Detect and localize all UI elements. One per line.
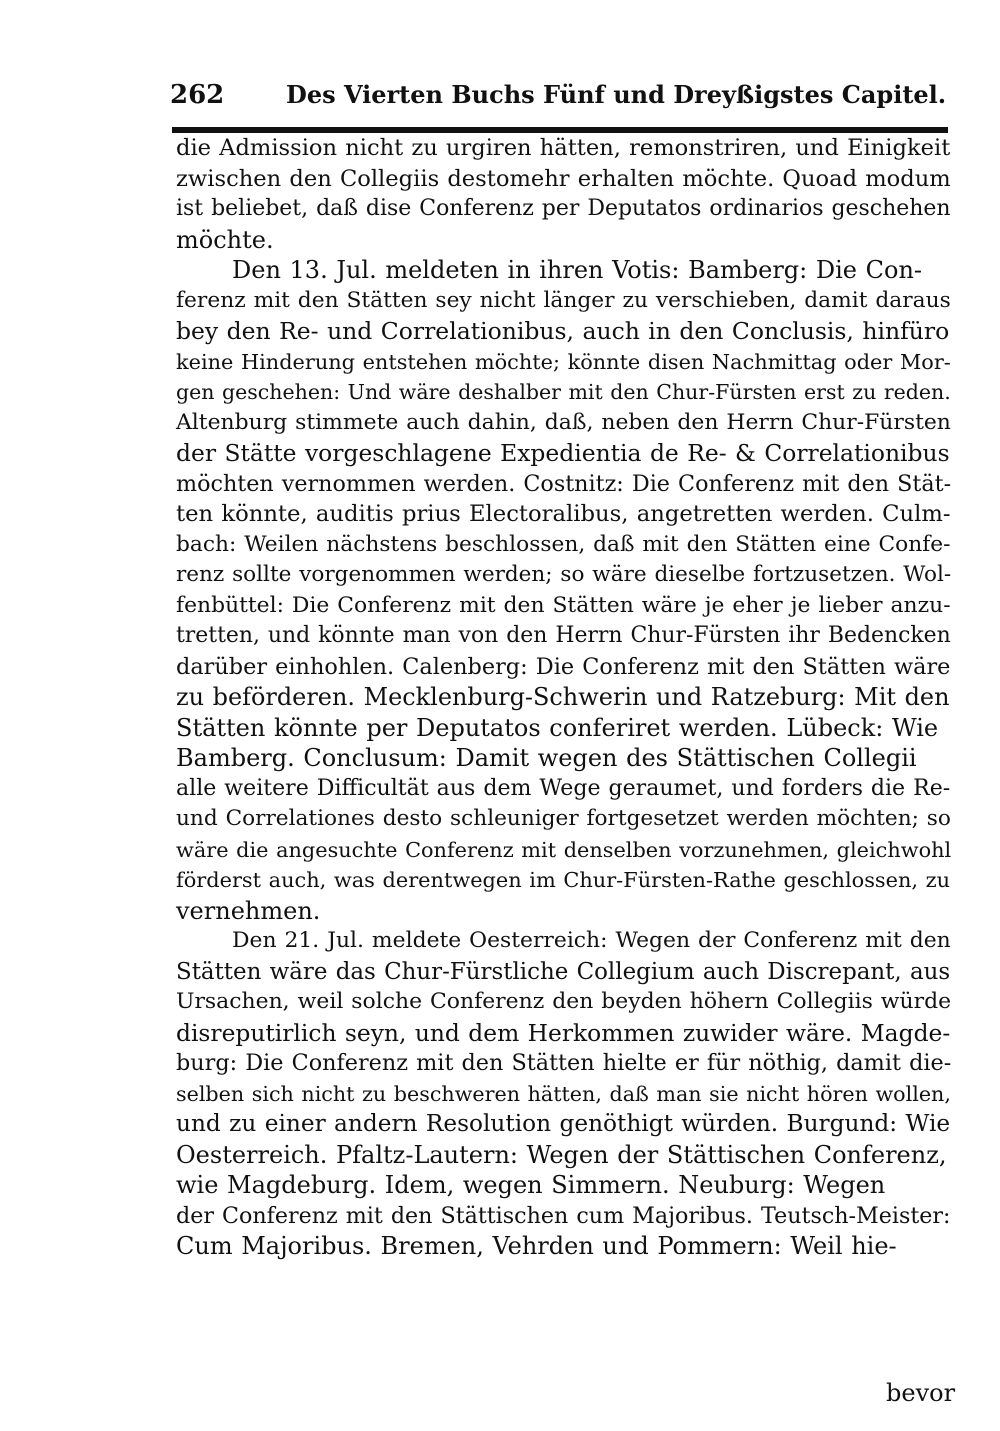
text-line: bach: Weilen nächstens beschlossen, daß mit den Stätten eine Confe- xyxy=(176,531,951,557)
text-line: förderst auch, was derentwegen im Chur-Fürsten-Rathe geschlossen, zu xyxy=(176,868,951,892)
text-line: ist beliebet, daß dise Conferenz per Deputatos ordinarios geschehen xyxy=(176,196,951,221)
text-line: ten könnte, auditis prius Electoralibus, angetretten werden. Culm- xyxy=(176,501,951,527)
text-line: und zu einer andern Resolution genöthigt würden. Burgund: Wie xyxy=(176,1110,951,1137)
text-line: wie Magdeburg. Idem, wegen Simmern. Neuburg: Wegen xyxy=(176,1171,886,1199)
text-line: zwischen den Collegiis destomehr erhalten möchte. Quoad modum xyxy=(176,165,951,192)
text-line: darüber einhohlen. Calenberg: Die Conferenz mit den Stätten wäre xyxy=(176,653,951,680)
text-line: gen geschehen: Und wäre deshalber mit den Chur-Fürsten erst zu reden. xyxy=(176,380,951,404)
text-line: Stätten könnte per Deputatos conferiret werden. Lübeck: Wie xyxy=(176,713,939,742)
text-line: der Stätte vorgeschlagene Expedientia de Re- & Correlationibus xyxy=(176,439,950,467)
body-text xyxy=(176,133,956,1383)
page-header xyxy=(170,72,950,116)
text-line: zu beförderen. Mecklenburg-Schwerin und Ratzeburg: Mit den xyxy=(176,683,950,711)
text-line: Bamberg. Conclusum: Damit wegen des Stättischen Collegii xyxy=(176,744,917,772)
text-line: Oesterreich. Pfaltz-Lautern: Wegen der Stättischen Conferenz, xyxy=(176,1140,947,1169)
text-line: burg: Die Conferenz mit den Stätten hielte er für nöthig, damit die- xyxy=(176,1050,952,1076)
text-line: selben sich nicht zu beschweren hätten, daß man sie nicht hören wollen, xyxy=(176,1081,951,1106)
page-number: 262 xyxy=(170,80,225,110)
text-line: möchten vernommen werden. Costnitz: Die Conferenz mit den Stät- xyxy=(176,470,952,497)
text-line: Stätten wäre das Chur-Fürstliche Collegium auch Discrepant, aus xyxy=(176,958,951,985)
running-title: Des Vierten Buchs Fünf und Dreyßigstes Capitel. xyxy=(286,80,947,109)
text-line: wäre die angesuchte Conferenz mit denselben vorzunehmen, gleichwohl xyxy=(176,837,952,862)
text-line: vernehmen. xyxy=(176,896,321,925)
text-line: ferenz mit den Stätten sey nicht länger zu verschieben, damit daraus xyxy=(176,287,951,313)
text-line: möchte. xyxy=(176,225,274,254)
text-line: Altenburg stimmete auch dahin, daß, neben den Herrn Chur-Fürsten xyxy=(176,409,951,435)
text-line: die Admission nicht zu urgiren hätten, remonstriren, und Einigkeit xyxy=(176,135,951,161)
text-line: der Conferenz mit den Stättischen cum Majoribus. Teutsch-Meister: xyxy=(176,1202,951,1229)
text-line: keine Hinderung entstehen möchte; könnte disen Nachmittag oder Mor- xyxy=(176,349,951,374)
text-line: alle weitere Difficultät aus dem Wege geraumet, und forders die Re- xyxy=(176,775,951,801)
text-line: renz sollte vorgenommen werden; so wäre dieselbe fortzusetzen. Wol- xyxy=(176,562,952,587)
text-line: bey den Re- und Correlationibus, auch in den Conclusis, hinfüro xyxy=(176,317,950,345)
text-line: Den 13. Jul. meldeten in ihren Votis: Bamberg: Die Con- xyxy=(232,256,923,284)
text-line: Ursachen, weil solche Conferenz den beyden höhern Collegiis würde xyxy=(176,989,952,1014)
text-line: und Correlationes desto schleuniger fortgesetzet werden möchten; so xyxy=(176,806,951,831)
text-line: disreputirlich seyn, und dem Herkommen zuwider wäre. Magde- xyxy=(176,1018,951,1047)
text-line: fenbüttel: Die Conferenz mit den Stätten wäre je eher je lieber anzu- xyxy=(176,592,951,618)
text-line: Cum Majoribus. Bremen, Vehrden und Pommern: Weil hie- xyxy=(176,1232,897,1260)
catchword: bevor xyxy=(886,1379,956,1407)
text-line: Den 21. Jul. meldete Oesterreich: Wegen der Conferenz mit den xyxy=(232,928,951,953)
text-line: tretten, und könnte man von den Herrn Chur-Fürsten ihr Bedencken xyxy=(176,623,951,648)
